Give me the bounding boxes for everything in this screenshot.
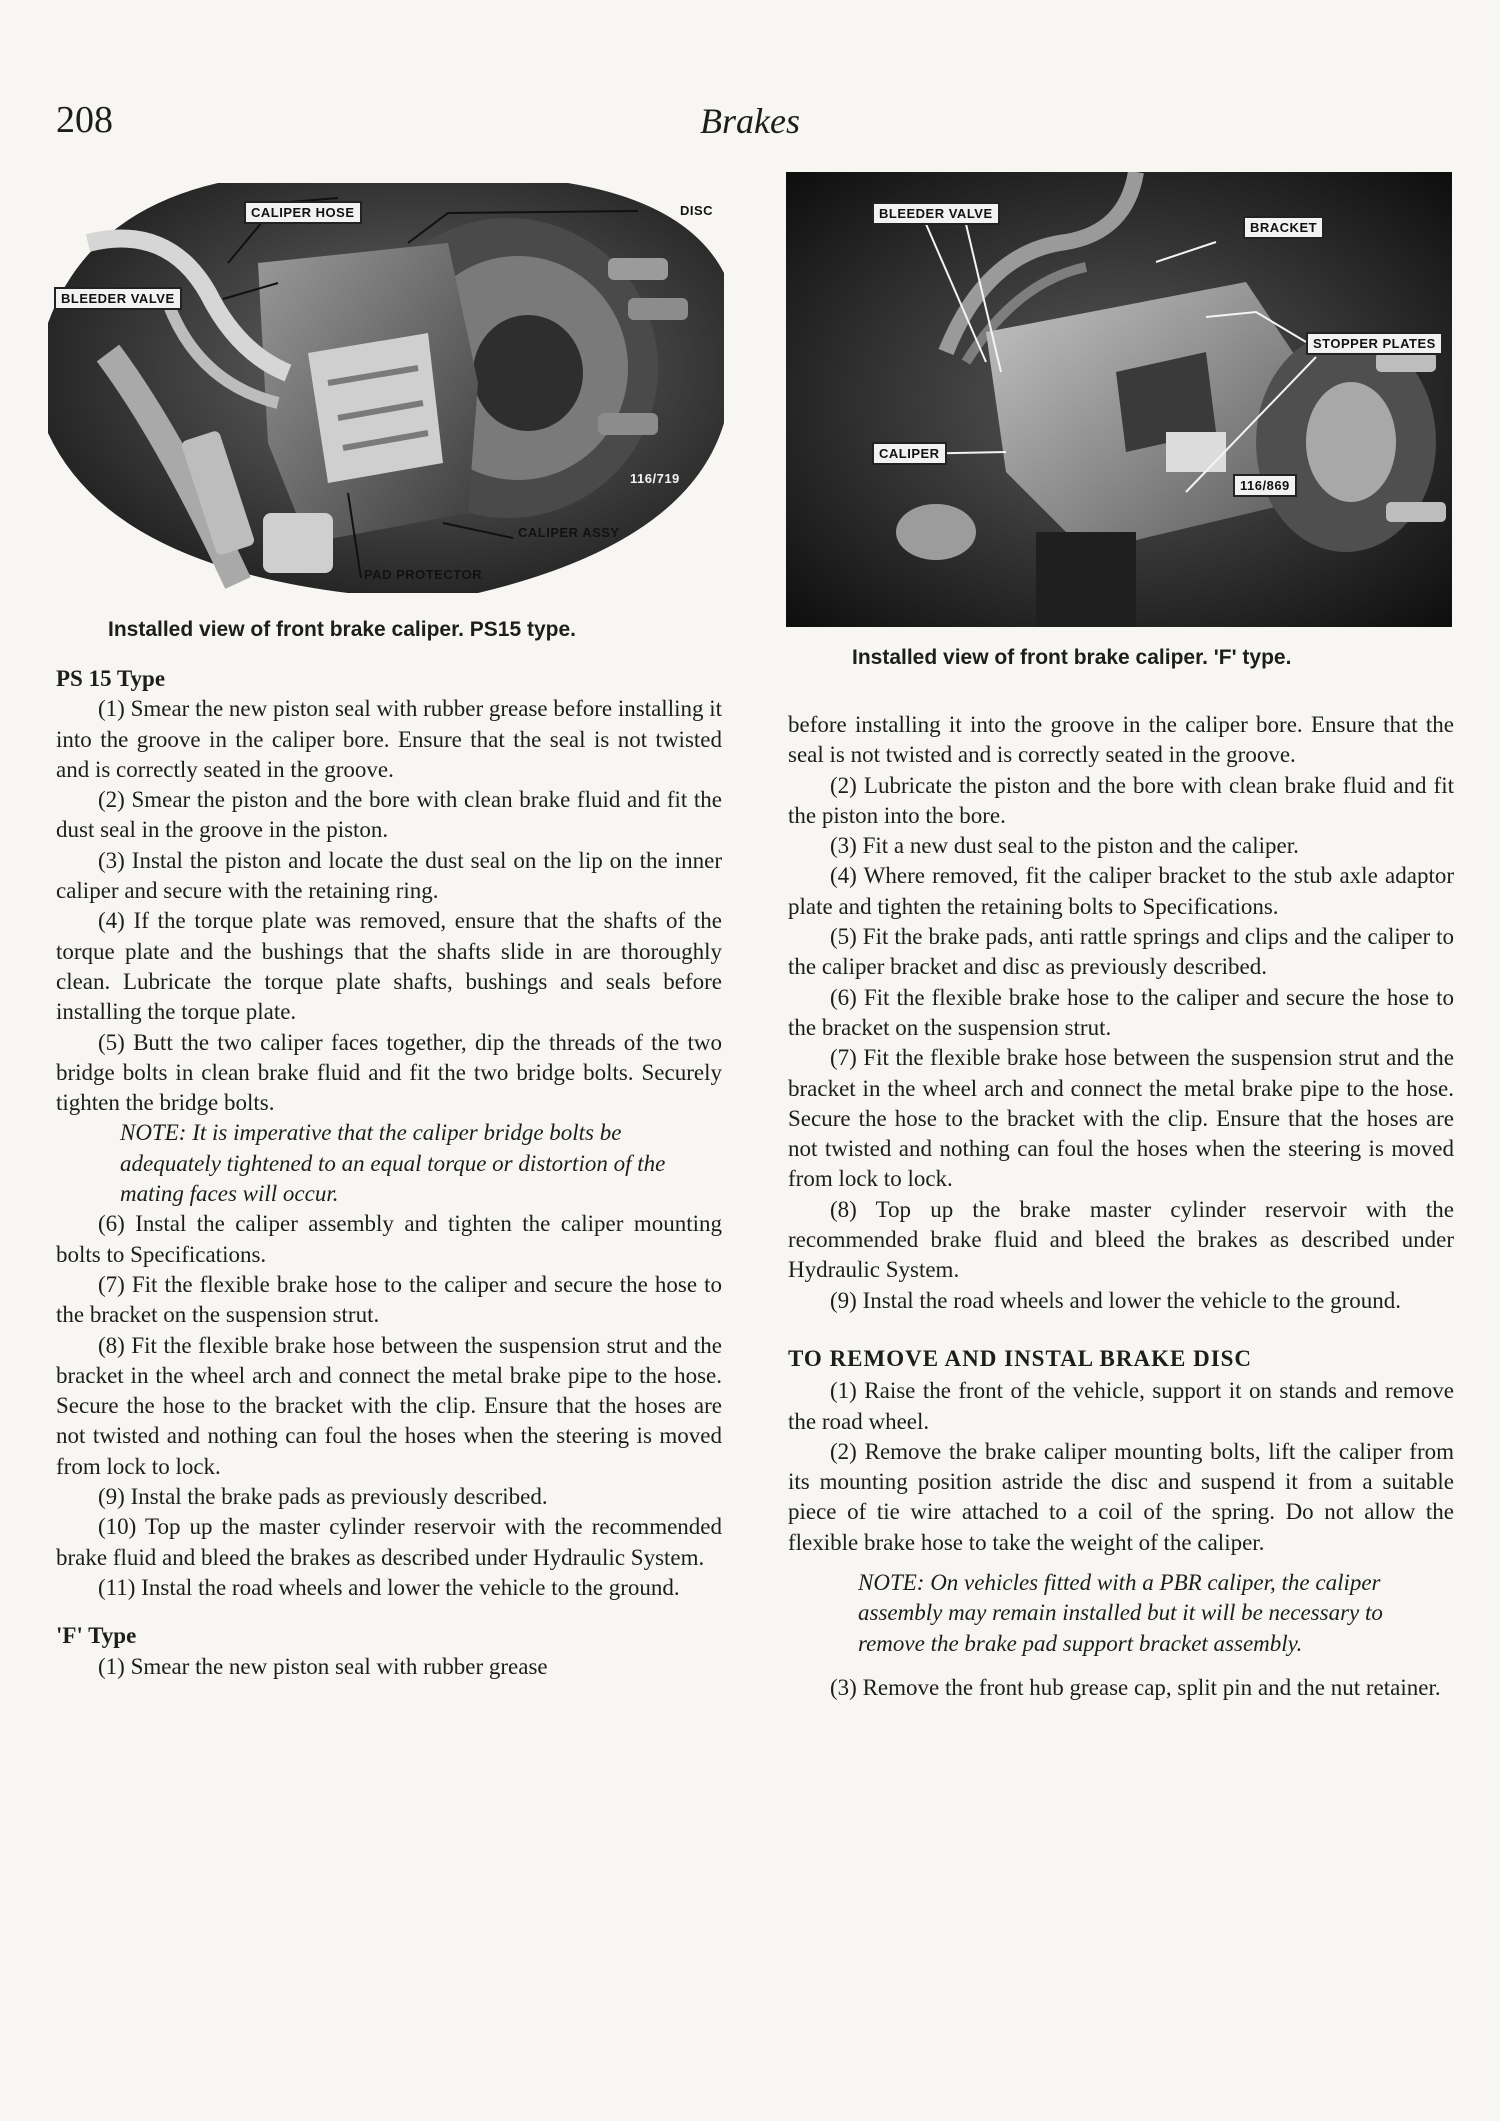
- step-paragraph: (10) Top up the master cylinder reservoir with the recommended brake fluid and bleed the brakes as described under Hydraulic System.: [56, 1514, 722, 1570]
- label-ref-116-869: 116/869: [1233, 474, 1297, 497]
- figure-right-caption: Installed view of front brake caliper. 'F' type.: [852, 646, 1292, 669]
- step-paragraph: (5) Fit the brake pads, anti rattle springs and clips and the caliper to the caliper bracket and disc as previously described.: [788, 924, 1454, 980]
- note-bridge-bolts: NOTE: It is imperative that the caliper bridge bolts be adequately tightened to an equal torque or distortion of the mating faces will occur.: [120, 1120, 666, 1207]
- step-paragraph: (4) If the torque plate was removed, ensure that the shafts of the torque plate and the bushings that the shafts slide in are thoroughly clean. Lubricate the torque plate shafts, bushings and seals before installing the torque plate.: [56, 908, 722, 1025]
- page-number: 208: [56, 99, 113, 141]
- step-paragraph: (3) Instal the piston and locate the dust seal on the lip on the inner caliper and secure with the retaining ring.: [56, 847, 722, 904]
- step-paragraph: (1) Raise the front of the vehicle, support it on stands and remove the road wheel.: [788, 1378, 1454, 1434]
- step-paragraph: (4) Where removed, fit the caliper bracket to the stub axle adaptor plate and tighten the retaining bolts to Specifications.: [788, 863, 1454, 919]
- figure-left-caption: Installed view of front brake caliper. PS15 type.: [108, 618, 576, 641]
- step-paragraph: (9) Instal the road wheels and lower the vehicle to the ground.: [830, 1287, 1401, 1313]
- label-bleeder-valve: BLEEDER VALVE: [54, 287, 182, 310]
- f-type-heading: 'F' Type: [56, 1623, 137, 1649]
- step-paragraph: (2) Remove the brake caliper mounting bolts, lift the caliper from its mounting position astride the disc and suspend it from a suitable piece of tie wire attached to a coil of the spring. Do not allow the flexible brake hose to take the weight of the caliper.: [788, 1438, 1454, 1555]
- step-paragraph: (2) Lubricate the piston and the bore with clean brake fluid and fit the piston into the bore.: [788, 772, 1454, 828]
- label-caliper: CALIPER: [872, 442, 947, 465]
- label-bleeder-valve-f: BLEEDER VALVE: [872, 202, 1000, 225]
- step-paragraph: (8) Fit the flexible brake hose between the suspension strut and the bracket in the wheel arch and connect the metal brake pipe to the hose. Secure the hose to the bracket with the clip. Ensure that the hoses are not twisted and nothing can foul the hoses when the steering is moved from lock to lock.: [56, 1332, 722, 1479]
- label-disc: DISC: [680, 203, 714, 218]
- label-caliper-assy: CALIPER ASSY: [518, 525, 620, 540]
- label-stopper-plates: STOPPER PLATES: [1306, 332, 1443, 355]
- label-caliper-hose: CALIPER HOSE: [244, 201, 362, 224]
- note-pbr-caliper: NOTE: On vehicles fitted with a PBR caliper, the caliper assembly may remain installed but it will be necessary to remove the brake pad support bracket assembly.: [858, 1570, 1383, 1656]
- step-paragraph: (1) Smear the new piston seal with rubber grease: [98, 1653, 548, 1679]
- step-paragraph: (7) Fit the flexible brake hose between the suspension strut and the bracket in the wheel arch and connect the metal brake pipe to the hose. Secure the hose to the bracket with the clip. Ensure that the hoses are not twisted and nothing can foul the hoses when the steering is moved from lock to lock.: [788, 1045, 1454, 1192]
- right-column: [788, 710, 1454, 1703]
- step-paragraph: (9) Instal the brake pads as previously described.: [98, 1484, 548, 1510]
- step-paragraph: before installing it into the groove in the caliper bore. Ensure that the seal is not twisted and is correctly seated in the groove.: [788, 712, 1454, 768]
- ps15-caliper-photo: [48, 183, 724, 593]
- step-paragraph: (8) Top up the brake master cylinder reservoir with the recommended brake fluid and bleed the brakes as described under Hydraulic System.: [788, 1196, 1454, 1283]
- step-paragraph: (1) Smear the new piston seal with rubber grease before installing it into the groove in the caliper bore. Ensure that the seal is not twisted and is correctly seated in the groove.: [56, 696, 723, 782]
- step-paragraph: (7) Fit the flexible brake hose to the caliper and secure the hose to the bracket on the suspension strut.: [56, 1271, 722, 1328]
- ps15-heading: PS 15 Type: [56, 666, 166, 691]
- step-paragraph: (5) Butt the two caliper faces together, dip the threads of the two bridge bolts in clean brake fluid and fit the two bridge bolts. Securely tighten the bridge bolts.: [56, 1029, 722, 1116]
- brake-disc-heading: TO REMOVE AND INSTAL BRAKE DISC: [788, 1345, 1253, 1371]
- left-column: [56, 664, 722, 1682]
- step-paragraph: (3) Remove the front hub grease cap, split pin and the nut retainer.: [830, 1674, 1441, 1700]
- step-paragraph: (6) Instal the caliper assembly and tighten the caliper mounting bolts to Specifications.: [56, 1211, 722, 1267]
- label-bracket: BRACKET: [1243, 216, 1324, 239]
- step-paragraph: (11) Instal the road wheels and lower the vehicle to the ground.: [98, 1574, 680, 1600]
- step-paragraph: (3) Fit a new dust seal to the piston and the caliper.: [830, 833, 1299, 859]
- step-paragraph: (2) Smear the piston and the bore with clean brake fluid and fit the dust seal in the groove in the piston.: [56, 787, 722, 843]
- step-paragraph: (6) Fit the flexible brake hose to the caliper and secure the hose to the bracket on the suspension strut.: [788, 984, 1454, 1040]
- label-pad-protector: PAD PROTECTOR: [364, 567, 482, 582]
- f-type-caliper-photo: [786, 172, 1452, 627]
- label-ref-116-719: 116/719: [630, 471, 680, 486]
- running-head: Brakes: [700, 101, 800, 141]
